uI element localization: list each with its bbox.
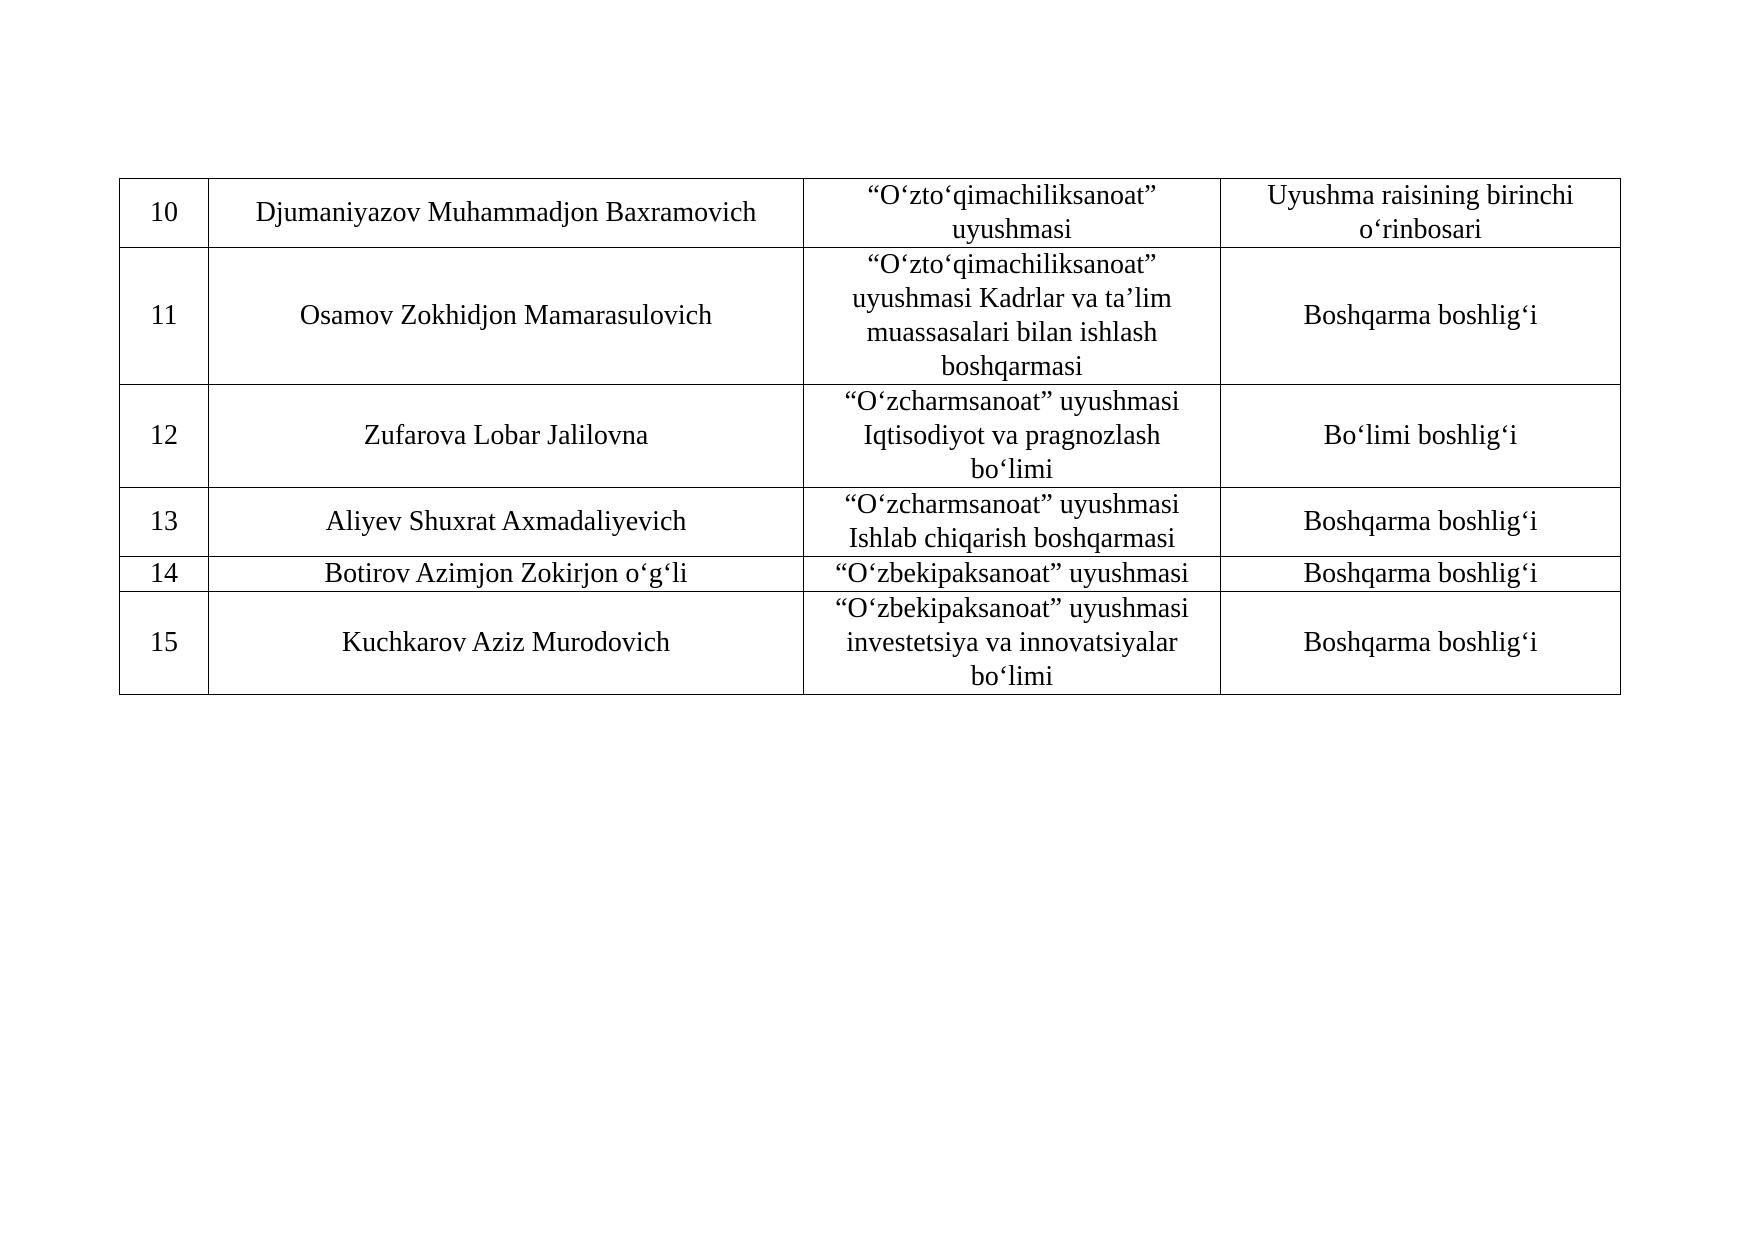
position-line: Boshqarma boshlig‘i <box>1303 506 1538 537</box>
staff-table <box>119 178 1621 695</box>
person-name: Aliyev Shuxrat Axmadaliyevich <box>209 488 804 557</box>
organization-line: “O‘zbekipaksanoat” uyushmasi <box>835 593 1189 624</box>
organization <box>804 557 1221 592</box>
row-number: 15 <box>120 592 209 695</box>
organization <box>804 592 1221 695</box>
organization-line: boshqarmasi <box>941 351 1083 382</box>
person-name: Kuchkarov Aziz Murodovich <box>209 592 804 695</box>
organization <box>804 385 1221 488</box>
person-name: Djumaniyazov Muhammadjon Baxramovich <box>209 179 804 248</box>
organization-line: “O‘zto‘qimachiliksanoat” <box>867 249 1157 280</box>
person-name: Osamov Zokhidjon Mamarasulovich <box>209 248 804 385</box>
organization <box>804 488 1221 557</box>
row-number: 14 <box>120 557 209 592</box>
organization-line: Ishlab chiqarish boshqarmasi <box>848 523 1176 554</box>
organization-line: “O‘zbekipaksanoat” uyushmasi <box>835 558 1189 589</box>
table-row <box>120 248 1621 385</box>
position-line: Boshqarma boshlig‘i <box>1303 558 1538 589</box>
position <box>1221 557 1621 592</box>
position <box>1221 385 1621 488</box>
table-row <box>120 592 1621 695</box>
organization-line: muassasalari bilan ishlash <box>866 317 1158 348</box>
organization-line: bo‘limi <box>970 454 1054 485</box>
position <box>1221 179 1621 248</box>
position-line: Bo‘limi boshlig‘i <box>1323 420 1518 451</box>
table-row <box>120 488 1621 557</box>
person-name: Botirov Azimjon Zokirjon o‘g‘li <box>209 557 804 592</box>
organization-line: Iqtisodiyot va pragnozlash <box>863 420 1161 451</box>
position-line: Boshqarma boshlig‘i <box>1303 627 1538 658</box>
organization <box>804 248 1221 385</box>
row-number: 11 <box>120 248 209 385</box>
organization-line: “O‘zto‘qimachiliksanoat” <box>867 180 1157 211</box>
position-line: Boshqarma boshlig‘i <box>1303 300 1538 331</box>
position <box>1221 488 1621 557</box>
table-row <box>120 179 1621 248</box>
table-row <box>120 557 1621 592</box>
organization-line: bo‘limi <box>970 661 1054 692</box>
row-number: 13 <box>120 488 209 557</box>
person-name: Zufarova Lobar Jalilovna <box>209 385 804 488</box>
position-line: Uyushma raisining birinchi <box>1267 180 1574 211</box>
position-line: o‘rinbosari <box>1359 214 1482 245</box>
organization-line: “O‘zcharmsanoat” uyushmasi <box>844 386 1180 417</box>
row-number: 12 <box>120 385 209 488</box>
organization-line: uyushmasi <box>952 214 1072 245</box>
position <box>1221 248 1621 385</box>
row-number: 10 <box>120 179 209 248</box>
organization-line: “O‘zcharmsanoat” uyushmasi <box>844 489 1180 520</box>
position <box>1221 592 1621 695</box>
table-row <box>120 385 1621 488</box>
organization-line: investetsiya va innovatsiyalar <box>846 627 1178 658</box>
organization-line: uyushmasi Kadrlar va ta’lim <box>852 283 1172 314</box>
organization <box>804 179 1221 248</box>
